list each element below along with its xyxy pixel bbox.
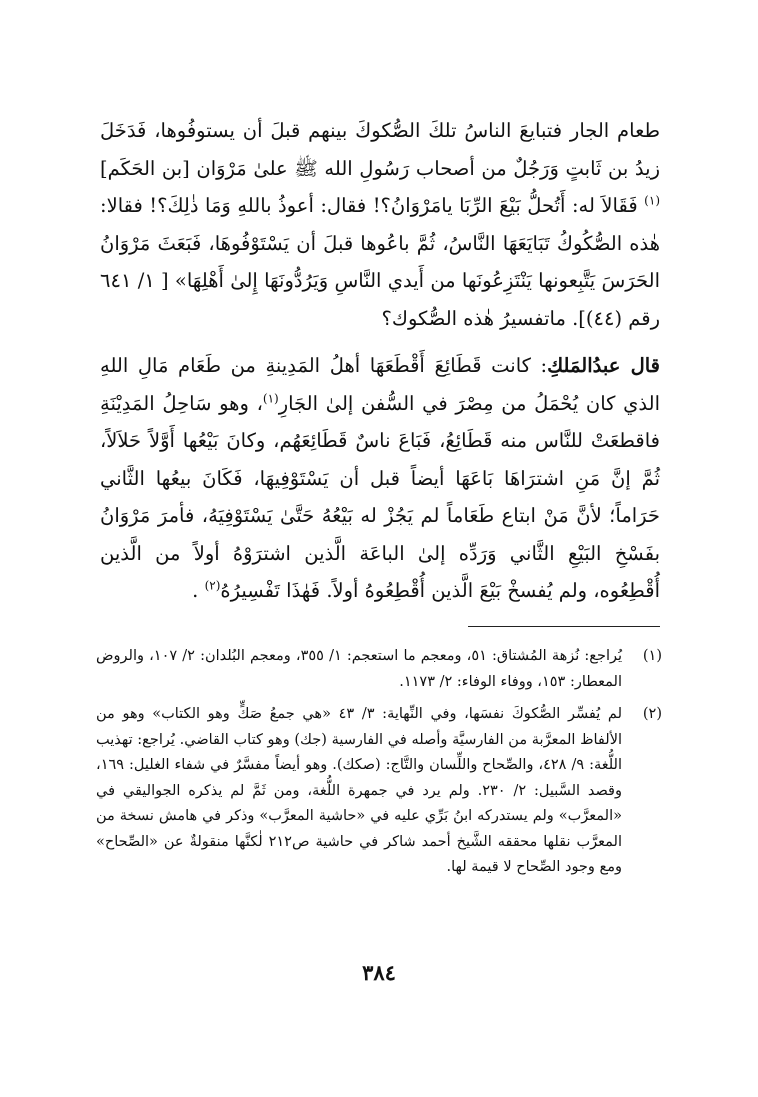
footnote-1 [96, 644, 662, 695]
paragraph-1 [100, 112, 660, 337]
footnote-ref-1[interactable]: (١) [644, 193, 660, 208]
footnote-2-number: (٢) [642, 706, 662, 722]
footnote-1-number: (١) [642, 648, 662, 664]
footnote-ref-1b[interactable]: (١) [262, 391, 279, 405]
paragraph-1-text-continued: فَقَالاَ له: أَتُحلُّ بَيْعَ الرِّبَا يامَرْوَانُ؟! فقال: أعوذُ باللهِ وَمَا ذٰلِكَ؟! فقالا: هٰذه الصُّكُوكُ تَبَايَعَهَا النَّاسُ، ثُمَّ باعُوها قبلَ أن يَسْتَوْفُوهَا، فَبَعَثَ مَرْوَانُ الحَرَسَ يَتَّبِعونها يَنْتَزِعُونَها من أَيدي النَّاسِ وَيَرُدُّونَهَا إِلىٰ أَهْلِهَا» [ ١/ ٦٤١ رقم (٤٤)]. ماتفسيرُ هٰذه الصُّكوك؟ [100, 194, 660, 330]
main-text [100, 112, 660, 610]
speaker-label: قال عبدُالمَلكِ [547, 354, 660, 377]
page-number: ٣٨٤ [362, 960, 396, 985]
paragraph-2-text-continued: ، وهو سَاحِلُ المَدِيْنَةِ فاقطعَتْ للنَّاس منه قَطَائِعُ، فَبَاعَ ناسٌ قَطَائِعَهُم، وكانَ بَيْعُها أَوَّلاً حَلاَلاً، ثُمَّ إنَّ مَنِ اشترَاهَا بَاعَهَا أيضاً قبل أن يَسْتَوْفِيهَا، فَكَانَ بيعُها الثَّاني حَرَاماً؛ لأنَّ مَنْ ابتاع طَعَاماً لم يَجُزْ له بَيْعُهُ حَتَّىٰ يَسْتَوْفِيَهُ، فأمرَ مَرْوَانُ بفَسْخِ البَيْعِ الثَّاني وَرَدِّه إلىٰ الباعَة الَّذين اشترَوْهُ أولاً من الَّذين أُقْطِعُوه، ولم يُفسخْ بَيْعَ الَّذين أُقْطِعُوهُ أولاً. فَهٰذَا تَفْسِيرُهُ [100, 391, 660, 602]
footnote-divider [468, 626, 660, 627]
footnote-ref-2[interactable]: (٢) [204, 578, 221, 593]
footnote-2-text: لم يُفسِّر الصُّكوكَ نفسَها، وفي النِّهاية: ٣/ ٤٣ «هي جمعُ صَكٍّ وهو الكتاب» وهو من الألفاظ المعرَّبة من الفارسيَّة وأصله في الفارسية (جك) وهو كتاب القاضي. يُراجع: تهذيب اللُّغة: ٩/ ٤٢٨، والصِّحاح واللِّسان والتَّاج: (صكك). وهو أيضاً مفسَّرٌ في شفاء الغليل: ١٦٩، وقصد السَّبيل: ٢/ ٢٣٠. ولم يرد في جمهرة اللُّغة، ومن ثَمَّ لم يذكره الجواليقي في «المعرَّب» ولم يستدركه ابنُ بَرِّي عليه في «حاشية المعرَّب» وذكر في هامش نسخة من المعرَّب نقلها محققه الشَّيخ أحمد شاكر في حاشية ص٢١٢ لٰكنَّها منقولةٌ عن «الصِّحاح» ومع وجود الصِّحاح لا قيمة لها. [96, 706, 623, 875]
paragraph-2-text: : كانت قَطَائِعَ أَقْطَعَهَا أهلُ المَدِينةِ من طَعَام مَالِ اللهِ الذي كان يُحْمَلُ من مِصْرَ في السُّفن إلىٰ الجَارِ [100, 354, 661, 415]
paragraph-2-end: . [192, 579, 205, 602]
footnote-1-text: يُراجع: نُزهة المُشتاق: ٥١، ومعجم ما استعجم: ١/ ٣٥٥، ومعجم البُلدان: ٢/ ١٠٧، والروض المعطار: ١٥٣، ووفاء الوفاء: ٢/ ١١٧٣. [96, 648, 623, 690]
footnotes [96, 644, 662, 888]
paragraph-2 [100, 347, 660, 610]
paragraph-1-text: طعام الجار فتبايعَ الناسُ تلكَ الصُّكوكَ بينهم قبلَ أن يستوفُوها، فَدَخَلَ زيدُ بن ثَابتٍ وَرَجُلٌ من أصحاب رَسُولِ الله ﷺ علىٰ مَرْوَان [بن الحَكَم] [100, 119, 660, 180]
footnote-2 [96, 702, 662, 881]
